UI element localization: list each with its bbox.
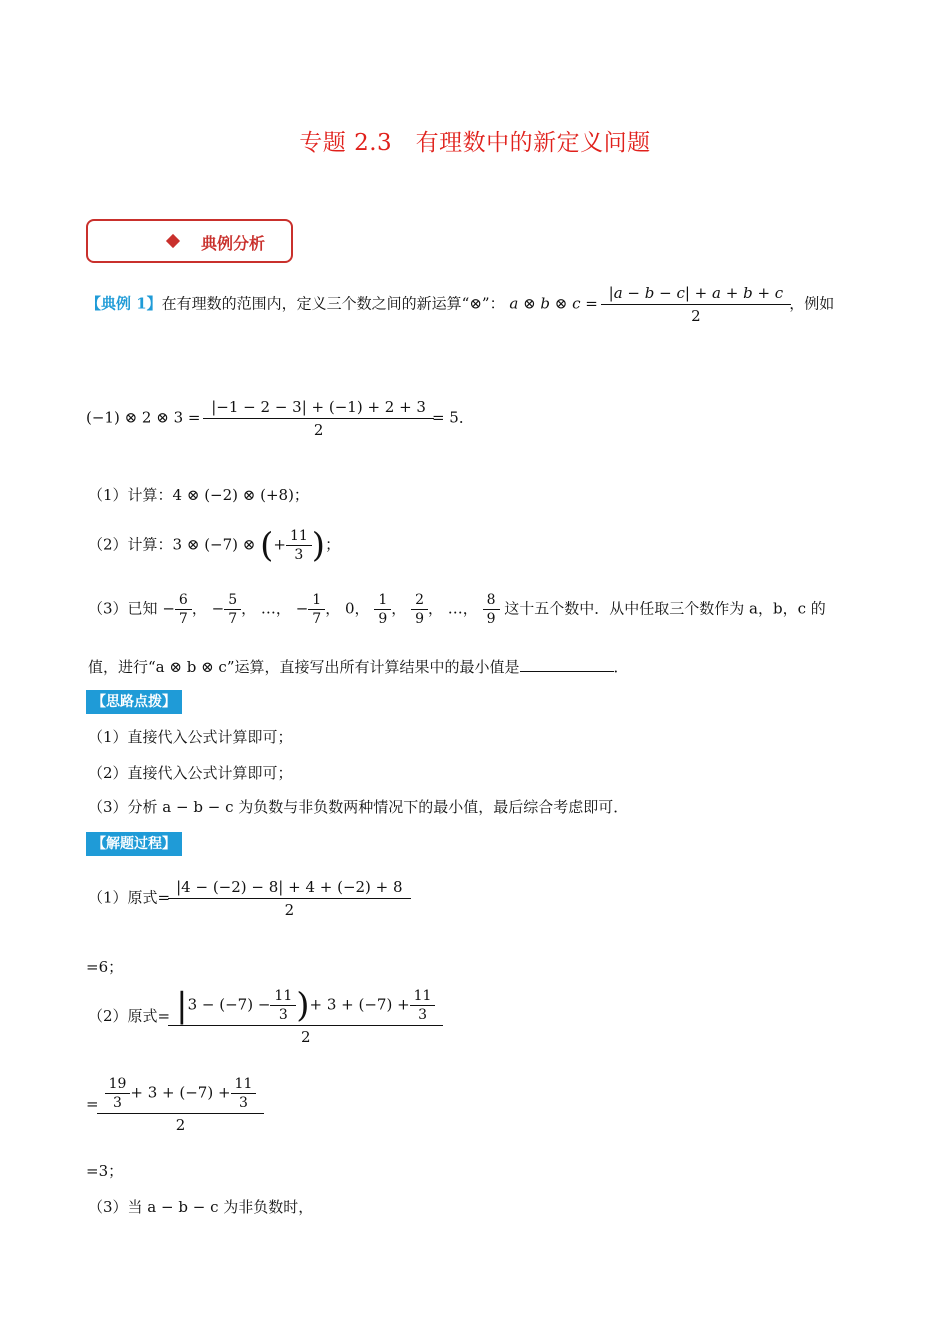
solution-2-inner-fraction — [272, 988, 294, 1023]
solution-1-fraction — [172, 878, 406, 919]
q3-fraction — [485, 592, 498, 627]
q3-frac-num: 5 — [228, 592, 238, 608]
q3-sep: ， — [241, 599, 257, 618]
question-2 — [88, 525, 341, 566]
q3-fraction — [413, 592, 426, 627]
inner-num: 11 — [234, 1076, 253, 1092]
q3-sign: − — [295, 599, 309, 618]
solution-1-prefix: （1）原式= — [88, 888, 171, 907]
definition-lhs: a ⊗ b ⊗ c = — [509, 294, 598, 313]
solution-2-result: =3； — [86, 1162, 124, 1180]
solution-2-denominator: 2 — [168, 1025, 443, 1046]
solution-1-numerator: |4 − (−2) − 8| + 4 + (−2) + 8 — [176, 878, 403, 896]
q3-sep: ， — [191, 599, 207, 618]
diamond-icon — [166, 234, 180, 248]
solution-1-result: =6； — [86, 958, 124, 976]
definition-after: ，例如 — [789, 294, 835, 313]
q3-frac-num: 6 — [178, 592, 188, 608]
q2-fraction-num: 11 — [289, 528, 308, 544]
inner-num: 19 — [108, 1076, 127, 1092]
q3-frac-den: 9 — [374, 609, 391, 627]
solution-2b-inner-fraction — [107, 1076, 129, 1111]
solution-chip: 【解题过程】 — [86, 832, 182, 856]
question-3-line-2-text: 值，进行“a ⊗ b ⊗ c”运算，直接写出所有计算结果中的最小值是 — [88, 658, 520, 676]
q2-fraction — [288, 528, 310, 563]
q3-sign: − — [211, 599, 225, 618]
instance-after: = 5． — [431, 408, 474, 427]
q3-frac-den: 7 — [175, 609, 192, 627]
plus-sign: + — [273, 535, 286, 554]
q2-fraction-den: 3 — [286, 545, 312, 563]
definition-denominator: 2 — [601, 304, 792, 325]
solution-3-line: （3）当 a − b − c 为非负数时， — [88, 1198, 314, 1216]
page-title: 专题 2.3 有理数中的新定义问题 — [299, 130, 651, 156]
instance-lhs: (−1) ⊗ 2 ⊗ 3 = — [86, 408, 201, 427]
hints-chip: 【思路点拨】 — [86, 690, 182, 714]
solution-2b-line — [86, 1076, 262, 1134]
q3-frac-num: 1 — [378, 592, 388, 608]
instance-fraction — [207, 398, 430, 439]
q3-ellipsis: …， — [260, 599, 291, 618]
inner-den: 3 — [410, 1005, 436, 1023]
q3-frac-num: 2 — [415, 592, 424, 608]
q3-frac-den: 7 — [224, 609, 241, 627]
q3-frac-den: 9 — [411, 609, 428, 627]
q3-fraction — [376, 592, 389, 627]
abs-bar-right: ) — [296, 985, 310, 1026]
inner-den: 3 — [105, 1093, 131, 1111]
solution-2b-denominator: 2 — [97, 1113, 265, 1134]
left-paren: ( — [260, 525, 274, 566]
q3-frac-num: 1 — [312, 592, 322, 608]
solution-2b-numerator — [101, 1076, 261, 1113]
inner-num: 11 — [274, 988, 293, 1004]
solution-2-num-part-a: 3 − (−7) − — [187, 995, 271, 1014]
instance-numerator: |−1 − 2 − 3| + (−1) + 2 + 3 — [211, 398, 426, 416]
example-instance-line — [86, 398, 474, 439]
solution-2-line — [88, 985, 441, 1046]
question-3-prefix: （3）已知 — [88, 599, 158, 618]
question-3-tail: 这十五个数中．从中任取三个数作为 a，b，c 的 — [504, 599, 826, 618]
q3-frac-den: 9 — [483, 609, 500, 627]
q3-ellipsis: …， — [447, 599, 478, 618]
abs-bar-left: | — [176, 985, 188, 1026]
definition-fraction — [605, 284, 788, 325]
inner-den: 3 — [270, 1005, 296, 1023]
q3-sign: − — [162, 599, 175, 618]
q3-sep: ， — [391, 599, 407, 618]
inner-den: 3 — [231, 1093, 257, 1111]
inner-num: 11 — [413, 988, 432, 1004]
example-intro: 在有理数的范围内，定义三个数之间的新运算“⊗”： — [161, 294, 505, 313]
section-header-box — [86, 219, 293, 263]
example-tag: 【典例 1】 — [86, 294, 162, 313]
question-2-prefix: （2）计算：3 ⊗ (−7) ⊗ — [88, 535, 261, 554]
hint-2: （2）直接代入公式计算即可； — [88, 764, 293, 782]
q3-frac-den: 7 — [308, 609, 325, 627]
solution-1-denominator: 2 — [168, 898, 410, 919]
hint-3: （3）分析 a − b − c 为负数与非负数两种情况下的最小值，最后综合考虑即可． — [88, 798, 629, 816]
question-3-line-1 — [88, 592, 826, 627]
question-3-line-2 — [88, 656, 629, 677]
solution-2-fraction — [172, 985, 439, 1046]
solution-1-line — [88, 878, 409, 919]
hint-1: （1）直接代入公式计算即可； — [88, 728, 293, 746]
q3-zero: 0， — [345, 599, 370, 618]
solution-2b-fraction — [101, 1076, 261, 1134]
instance-denominator: 2 — [203, 418, 434, 439]
q3-sep: ， — [427, 599, 443, 618]
solution-2b-prefix: = — [86, 1095, 99, 1113]
section-label: 典例分析 — [201, 234, 266, 253]
question-1: （1）计算：4 ⊗ (−2) ⊗ (+8)； — [88, 486, 309, 504]
solution-2b-inner-fraction — [233, 1076, 255, 1111]
question-2-suffix: ； — [325, 535, 341, 554]
q3-fraction — [226, 592, 239, 627]
solution-2-num-part-b: + 3 + (−7) + — [309, 995, 410, 1014]
solution-2b-mid: + 3 + (−7) + — [130, 1083, 231, 1102]
example-definition-line — [86, 284, 834, 325]
question-3-line-2-end: ． — [613, 658, 629, 676]
right-paren: ) — [311, 525, 326, 566]
solution-2-inner-fraction — [412, 988, 434, 1023]
q3-fraction — [177, 592, 190, 627]
definition-numerator: |a − b − c| + a + b + c — [608, 284, 784, 302]
q3-sep: ， — [325, 599, 341, 618]
solution-2-numerator — [172, 985, 439, 1026]
solution-2-prefix: （2）原式= — [88, 1007, 171, 1025]
q3-fraction — [310, 592, 323, 627]
q3-frac-num: 8 — [486, 592, 496, 608]
answer-blank[interactable] — [520, 657, 614, 672]
